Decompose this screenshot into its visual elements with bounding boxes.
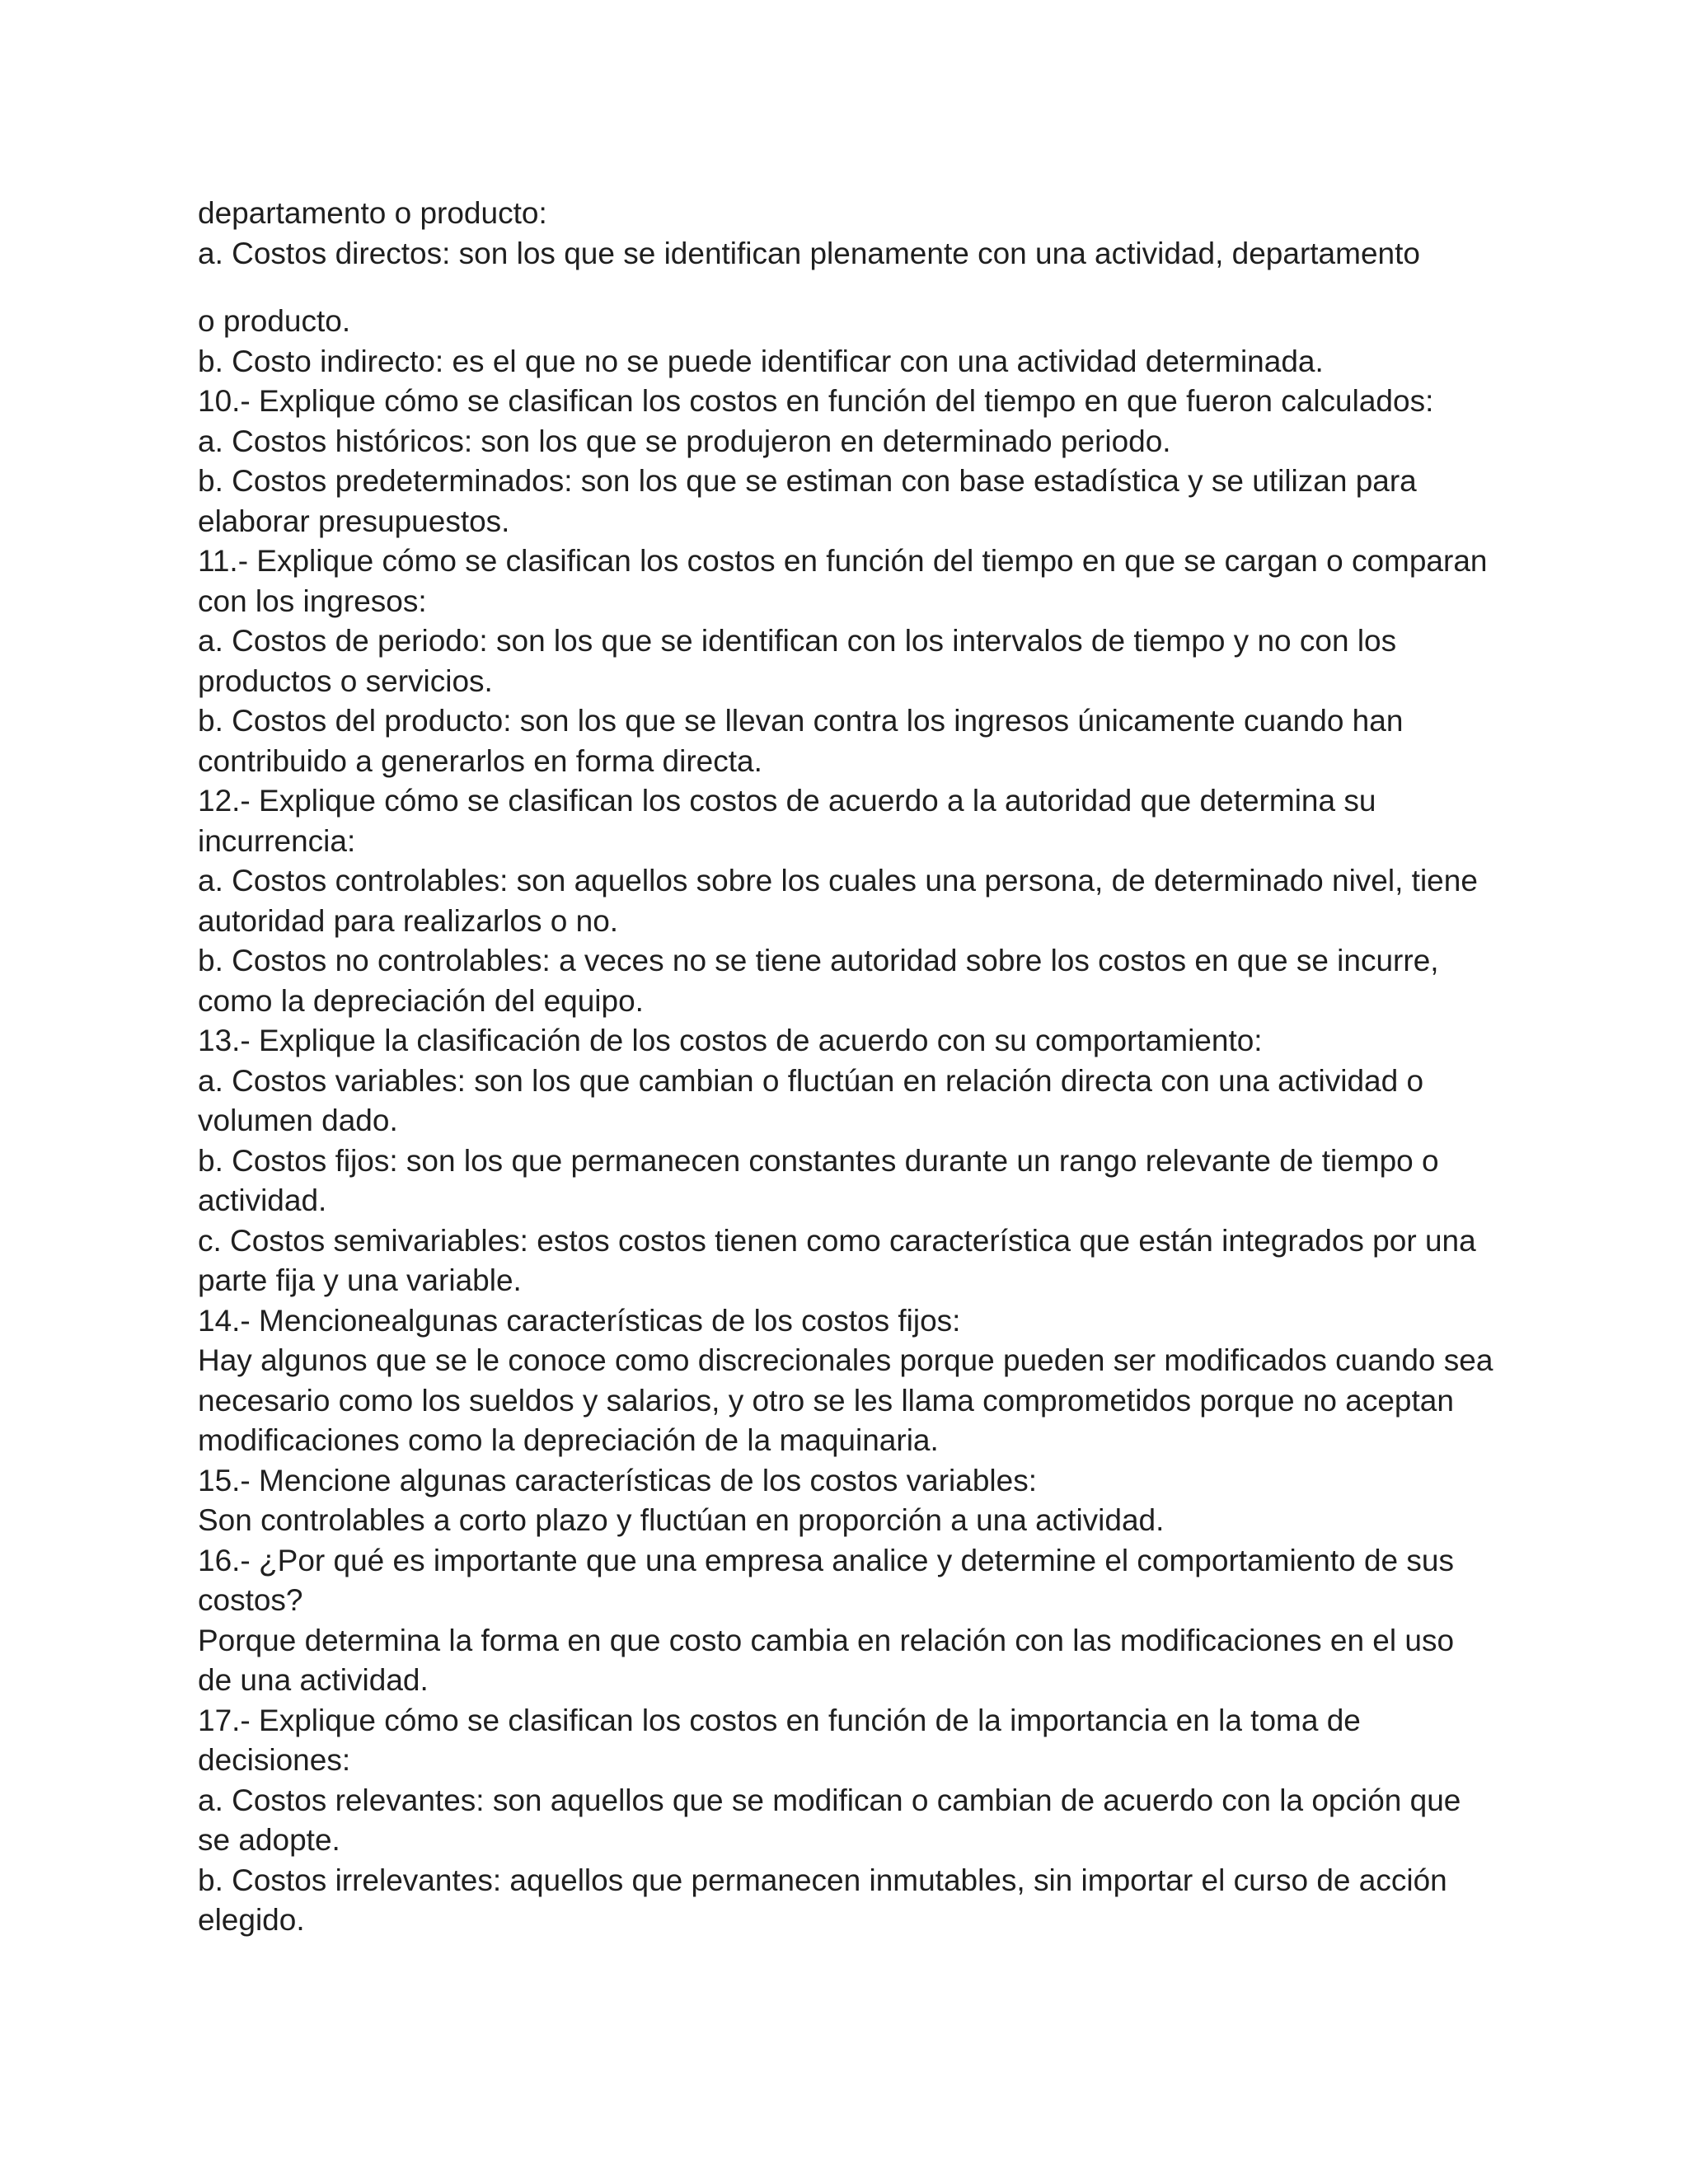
- text-line: b. Costos del producto: son los que se llevan contra los ingresos únicamente cuando han: [198, 704, 1404, 738]
- text-line: a. Costos directos: son los que se identifican plenamente con una actividad, departamento: [198, 236, 1420, 270]
- text-line: b. Costos predeterminados: son los que se estiman con base estadística y se utilizan para: [198, 464, 1417, 498]
- text-line: costos?: [198, 1583, 303, 1617]
- paragraph-gap: [198, 274, 1500, 302]
- text-line: a. Costos relevantes: son aquellos que se modifican o cambian de acuerdo con la opción que: [198, 1783, 1461, 1817]
- text-line: incurrencia:: [198, 823, 356, 858]
- text-line: de una actividad.: [198, 1663, 429, 1697]
- text-line: contribuido a generarlos en forma directa.: [198, 743, 762, 778]
- text-line: modificaciones como la depreciación de la maquinaria.: [198, 1423, 939, 1457]
- text-line: Porque determina la forma en que costo cambia en relación con las modificaciones en el uso: [198, 1623, 1455, 1657]
- question-14: 14.- Mencionealgunas características de los costos fijos:: [198, 1303, 961, 1338]
- text-line: b. Costos fijos: son los que permanecen constantes durante un rango relevante de tiempo o: [198, 1143, 1439, 1178]
- text-line: actividad.: [198, 1183, 327, 1217]
- text-line: decisiones:: [198, 1743, 351, 1777]
- text-line: parte fija y una variable.: [198, 1263, 522, 1297]
- text-line: b. Costo indirecto: es el que no se puede identificar con una actividad determinada.: [198, 344, 1324, 378]
- text-line: con los ingresos:: [198, 583, 427, 618]
- text-line: productos o servicios.: [198, 663, 493, 698]
- text-line: a. Costos históricos: son los que se produjeron en determinado periodo.: [198, 424, 1171, 458]
- question-15: 15.- Mencione algunas características de los costos variables:: [198, 1463, 1038, 1497]
- text-line: elaborar presupuestos.: [198, 504, 510, 538]
- text-line: a. Costos de periodo: son los que se identifican con los intervalos de tiempo y no con los: [198, 624, 1397, 658]
- question-11: 11.- Explique cómo se clasifican los costos en función del tiempo en que se cargan o comparan: [198, 544, 1488, 578]
- text-line: necesario como los sueldos y salarios, y otro se les llama comprometidos porque no aceptan: [198, 1383, 1454, 1418]
- question-12: 12.- Explique cómo se clasifican los costos de acuerdo a la autoridad que determina su: [198, 784, 1376, 818]
- question-16: 16.- ¿Por qué es importante que una empresa analice y determine el comportamiento de sus: [198, 1543, 1454, 1577]
- text-line: se adopte.: [198, 1823, 340, 1857]
- document-body: [198, 194, 1500, 1941]
- text-line: b. Costos no controlables: a veces no se tiene autoridad sobre los costos en que se incurre,: [198, 944, 1439, 977]
- text-line: como la depreciación del equipo.: [198, 983, 644, 1018]
- text-line: Son controlables a corto plazo y fluctúan en proporción a una actividad.: [198, 1503, 1165, 1537]
- question-17: 17.- Explique cómo se clasifican los costos en función de la importancia en la toma de: [198, 1703, 1361, 1737]
- text-line: departamento o producto:: [198, 196, 547, 230]
- text-line: o producto.: [198, 304, 351, 338]
- text-line: autoridad para realizarlos o no.: [198, 903, 619, 938]
- text-line: c. Costos semivariables: estos costos tienen como característica que están integrados por una: [198, 1223, 1476, 1258]
- text-line: a. Costos variables: son los que cambian o fluctúan en relación directa con una actividad o: [198, 1063, 1424, 1098]
- question-13: 13.- Explique la clasificación de los costos de acuerdo con su comportamiento:: [198, 1024, 1263, 1057]
- text-line: Hay algunos que se le conoce como discrecionales porque pueden ser modificados cuando sea: [198, 1343, 1493, 1377]
- text-line: elegido.: [198, 1903, 305, 1937]
- text-line: volumen dado.: [198, 1104, 398, 1137]
- text-line: b. Costos irrelevantes: aquellos que permanecen inmutables, sin importar el curso de acción: [198, 1863, 1447, 1897]
- text-line: a. Costos controlables: son aquellos sobre los cuales una persona, de determinado nivel, tiene: [198, 864, 1478, 898]
- question-10: 10.- Explique cómo se clasifican los costos en función del tiempo en que fueron calculados:: [198, 384, 1434, 418]
